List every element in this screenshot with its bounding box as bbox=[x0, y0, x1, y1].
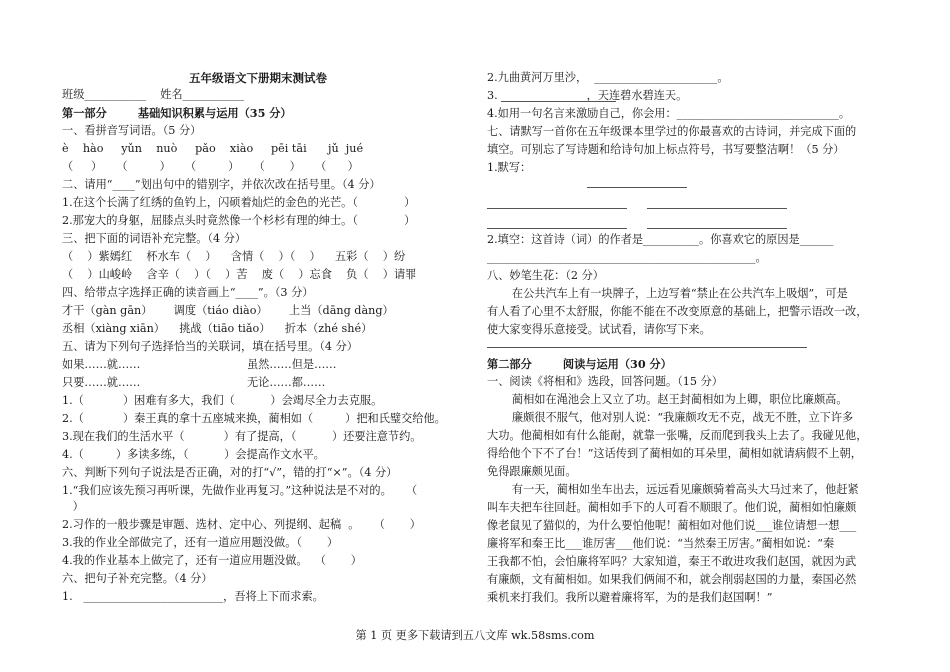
pinyin-row: è hào yǔn nuò pǎo xiào pēi tāi jǔ jué bbox=[62, 142, 364, 155]
poem-line-blank bbox=[487, 228, 627, 229]
idiom-row-1: （ ）紫嫣红 杯水车（ ） 含情（ ）（ ） 五彩（ ）纷 bbox=[62, 250, 406, 263]
answer-line bbox=[487, 347, 807, 348]
writing-prompt-2: 有人看了心里不太舒服，你能不能在不改变原意的基础上，把警示语改一改， bbox=[487, 305, 868, 318]
complete-sentence-2: 2.九曲黄河万里沙， ______________________。 bbox=[487, 71, 729, 84]
dictation-label: 1.默写： bbox=[487, 161, 532, 174]
judge-sentence-2: 2.习作的一般步骤是审题、选材、定中心、列提纲、起稿 。 （ ） bbox=[62, 518, 421, 531]
conjunction-sentence-4: 4.（ ）多读多练，（ ）会提高作文水平。 bbox=[62, 448, 325, 461]
section-4-heading: 四、给带点字选择正确的读音画上“____”。（3 分） bbox=[62, 286, 314, 299]
passage-line: 廉颇很不服气，他对别人说：“我廉颇攻无不克，战无不胜，立下许多 bbox=[487, 411, 854, 424]
fill-in-line-1: 2.填空：这首诗（词）的作者是__________。你喜欢它的原因是______ bbox=[487, 233, 834, 246]
judge-sentence-3: 3.我的作业全部做完了，还有一道应用题没做。（ ） bbox=[62, 536, 339, 549]
passage-line: 大功。他蔺相如有什么能耐，就靠一张嘴，反而爬到我头上去了。我碰见他， bbox=[487, 429, 868, 442]
judge-sentence-4: 4.我的作业基本上做完了，还有一道应用题没做。 （ ） bbox=[62, 554, 362, 567]
section-7-instruction: 填空。可别忘了写诗题和给诗句加上标点符号，书写要整洁啊！（5 分） bbox=[487, 143, 845, 156]
part-one-heading: 第一部分 基础知识积累与运用（35 分） bbox=[62, 106, 292, 120]
complete-sentence-3: 3. ，天连碧水碧连天。 bbox=[487, 89, 688, 102]
conjunction-sentence-3: 3.现在我们的生活水平（ ）有了提高，（ ）还要注意节约。 bbox=[62, 430, 422, 443]
poem-title-blank bbox=[587, 187, 687, 188]
poem-line-blank bbox=[647, 208, 787, 209]
part-two-heading: 第二部分 阅读与运用（30 分） bbox=[487, 357, 672, 371]
conjunction-sentence-2: 2.（ ）秦王真的拿十五座城来换，蔺相如（ ）把和氏璧交给他。 bbox=[62, 412, 446, 425]
poem-line-blank bbox=[647, 228, 787, 229]
fill-in-line-2: ________________________________________________。 bbox=[487, 251, 767, 264]
complete-sentence-4: 4.如用一句名言来激励自己，你会用：_____________________________。 bbox=[487, 107, 851, 120]
passage-line: 王我都不怕，会怕廉将军吗？大家知道，秦王不敢进攻我们赵国，就因为武 bbox=[487, 555, 857, 568]
class-name-line: 班级___________ 姓名___________ bbox=[62, 88, 245, 101]
passage-line: 乘机来打我们。我所以避着廉将军，为的是我们赵国啊！” bbox=[487, 591, 773, 604]
passage-line: 廉将军和秦王比___谁厉害___他们说：“当然秦王厉害。”蔺相如说：“秦 bbox=[487, 537, 835, 550]
judge-sentence-1: 1.“我们应该先预习再听课，先做作业再复习。”这种说法是不对的。 （ bbox=[62, 484, 418, 497]
answer-blank bbox=[501, 101, 616, 102]
complete-sentence-1: 1. _________________________，吾将上下而求索。 bbox=[62, 590, 324, 603]
passage-line: 免得跟廉颇见面。 bbox=[487, 465, 577, 478]
section-1-heading: 一、看拼音写词语。（5 分） bbox=[62, 124, 202, 137]
idiom-row-2: （ ）山峻岭 含辛（ ）（ ）苦 废（ ）忘食 负（ ）请罪 bbox=[62, 268, 417, 281]
conjunction-options-1: 如果……就…… 虽然……但是…… bbox=[62, 358, 337, 371]
section-6-heading: 六、判断下列句子说法是否正确，对的打“√”，错的打“×”。（4 分） bbox=[62, 466, 398, 479]
section-5-heading: 五、请为下列句子选择恰当的关联词，填在括号里。（4 分） bbox=[62, 340, 358, 353]
passage-line: 得给他个下不了台！”这话传到了蔺相如的耳朵里，蔺相如就请病假不上朝， bbox=[487, 447, 862, 460]
page-title: 五年级语文下册期末测试卷 bbox=[189, 71, 327, 85]
passage-line: 有廉颇，文有蔺相如。如果我们俩闹不和，就会削弱赵国的力量，秦国必然 bbox=[487, 573, 857, 586]
passage-line: 蔺相如在渑池会上又立了功。赵王封蔺相如为上卿，职位比廉颇高。 bbox=[487, 393, 848, 406]
section-8-heading: 八、妙笔生花：（2 分） bbox=[487, 269, 604, 282]
reading-heading: 一、阅读《将相和》选段，回答问题。（15 分） bbox=[487, 375, 723, 388]
typo-sentence-2: 2.那宠大的身躯，屈膝点头时竟然像一个杉杉有理的绅士。（ ） bbox=[62, 214, 416, 227]
typo-sentence-1: 1.在这个长满了红绣的鱼钓上，闪硕着灿烂的金色的光芒。（ ） bbox=[62, 196, 416, 209]
page-footer: 第 1 页 更多下载请到五八文库 wk.58sms.com bbox=[355, 629, 595, 642]
writing-prompt-1: 在公共汽车上有一块牌子，上边写着“禁止在公共汽车上吸烟”，可是 bbox=[487, 287, 848, 300]
section-3-heading: 三、把下面的词语补充完整。（4 分） bbox=[62, 232, 247, 245]
judge-sentence-1-bracket: ） bbox=[62, 500, 84, 513]
passage-line: 叫车夫把车往回赶。蔺相如手下的人可看不顺眼了。他们说，蔺相如怕廉颇 bbox=[487, 501, 857, 514]
pronunciation-row-1: 才干（gàn gān） 调度（tiáo diào） 上当（dāng dàng） bbox=[62, 304, 394, 317]
poem-line-blank bbox=[487, 208, 627, 209]
section-2-heading: 二、请用“____”划出句中的错别字，并依次改在括号里。（4 分） bbox=[62, 178, 381, 191]
writing-prompt-3: 使大家变得乐意接受。试试看，请你写下来。 bbox=[487, 323, 711, 336]
section-6b-heading: 六、把句子补充完整。（4 分） bbox=[62, 572, 213, 585]
conjunction-sentence-1: 1.（ ）困难有多大，我们（ ）会竭尽全力去克服。 bbox=[62, 394, 383, 407]
passage-line: 有一天，蔺相如坐车出去，远远看见廉颇骑着高头大马过来了，他赶紧 bbox=[487, 483, 859, 496]
conjunction-options-2: 只要……就…… 无论……都…… bbox=[62, 376, 326, 389]
pronunciation-row-2: 丞相（xiàng xiān） 挑战（tiāo tiǎo） 折本（zhé shé） bbox=[62, 322, 373, 335]
passage-line: 像老鼠见了猫似的，为什么要怕他呢！蔺相如对他们说___谁位请想一想___ bbox=[487, 519, 857, 532]
pinyin-answer-row: （ ） （ ） （ ） （ ） （ ） bbox=[62, 160, 359, 173]
section-7-heading: 七、请默写一首你在五年级课本里学过的你最喜欢的古诗词，并完成下面的 bbox=[487, 125, 857, 138]
